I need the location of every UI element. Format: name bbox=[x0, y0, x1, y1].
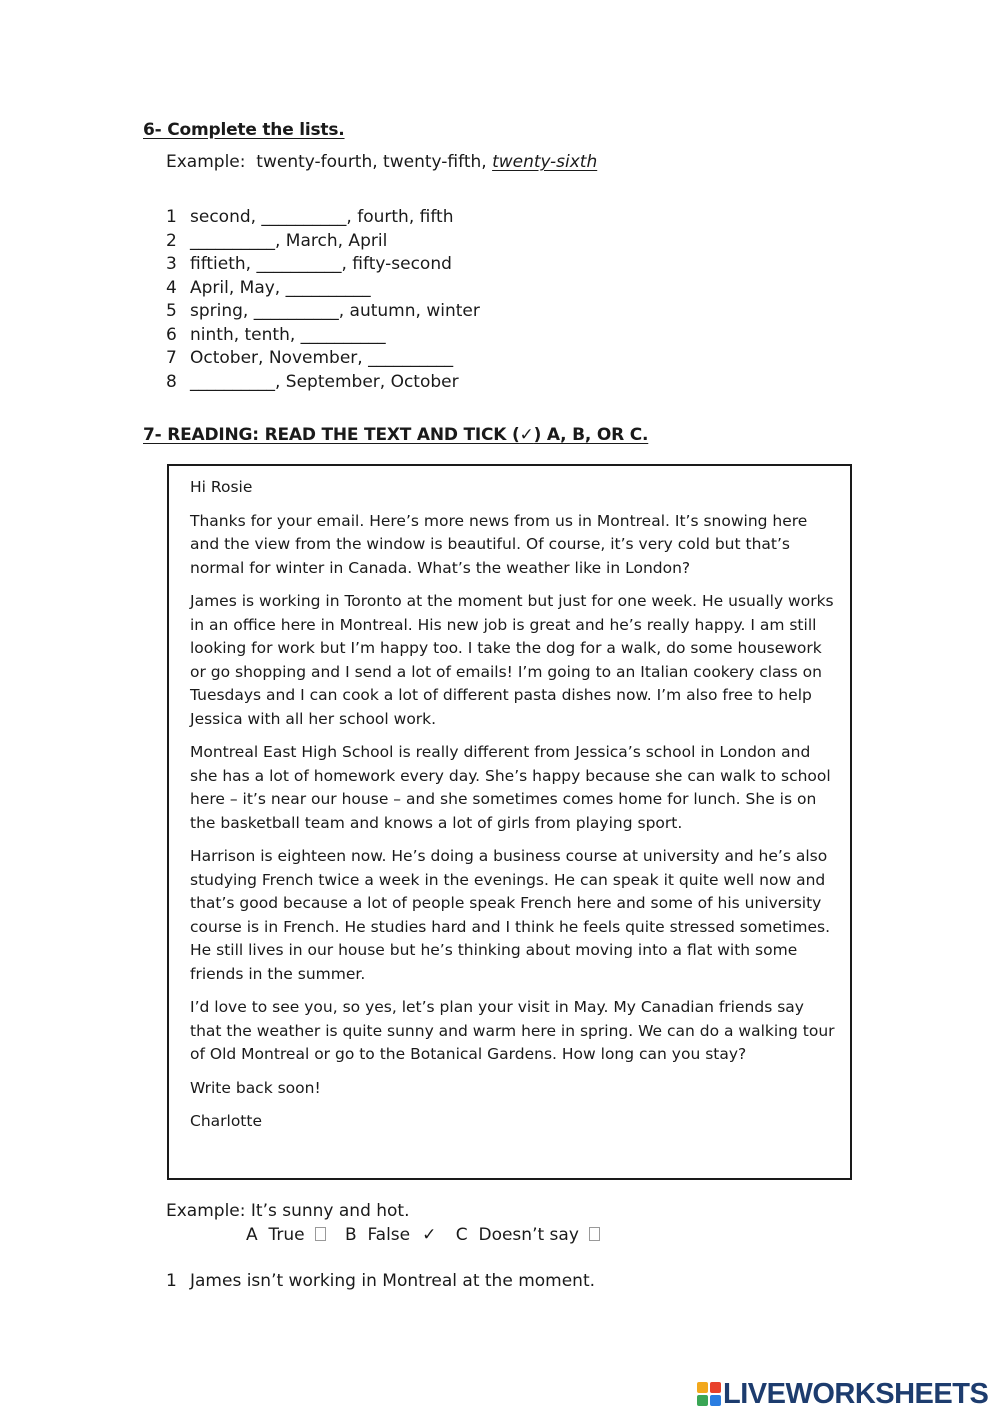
list-item bbox=[166, 371, 480, 395]
question-number: 1 bbox=[166, 1271, 177, 1291]
letter-closing: Write back soon! bbox=[190, 1078, 321, 1097]
section-6-example bbox=[166, 152, 597, 172]
option-label: Doesn’t say bbox=[478, 1225, 579, 1245]
letter-paragraph-3: Montreal East High School is really different from Jessica’s school in London and she has a lot of homework every day. She’s happy because she can walk to school here – it’s near our house – and she sometimes comes home for lunch. She is on the basketball team and knows a lot of girls from playing sport. bbox=[190, 743, 831, 832]
letter-signature: Charlotte bbox=[190, 1112, 262, 1130]
list-item-text: __________, March, April bbox=[190, 230, 388, 251]
list-item bbox=[166, 300, 480, 324]
option-label: True bbox=[268, 1225, 305, 1245]
list-item bbox=[166, 206, 480, 230]
list-item-number: 3 bbox=[166, 254, 177, 274]
list-item-text: second, __________, fourth, fifth bbox=[190, 207, 454, 227]
logo-square bbox=[710, 1382, 721, 1393]
list-item-number: 4 bbox=[166, 277, 177, 298]
list-item bbox=[166, 253, 480, 277]
option-b[interactable] bbox=[345, 1225, 436, 1245]
list-item-number: 6 bbox=[166, 324, 177, 345]
email-letter bbox=[190, 476, 835, 1144]
letter-greeting: Hi Rosie bbox=[190, 478, 253, 496]
section-7-title bbox=[143, 425, 648, 445]
list-item bbox=[166, 230, 480, 254]
list-item-text: spring, __________, autumn, winter bbox=[190, 301, 480, 321]
logo-text: LIVEWORKSHEETS bbox=[723, 1377, 989, 1410]
option-letter: B bbox=[344, 1225, 357, 1245]
tick-icon: ✓ bbox=[519, 425, 534, 445]
example-text: twenty-fourth, twenty-fifth, bbox=[256, 152, 487, 172]
option-a[interactable] bbox=[246, 1225, 326, 1245]
list-item-number: 8 bbox=[166, 371, 177, 392]
question-1 bbox=[166, 1271, 595, 1291]
list-item-number: 7 bbox=[166, 348, 177, 368]
list-item-text: ninth, tenth, __________ bbox=[190, 324, 386, 345]
list-item bbox=[166, 347, 480, 371]
liveworksheets-logo bbox=[697, 1378, 988, 1410]
option-c[interactable] bbox=[456, 1225, 600, 1245]
logo-square bbox=[697, 1382, 708, 1393]
example-answer: twenty-sixth bbox=[492, 152, 598, 172]
letter-paragraph-2: James is working in Toronto at the moment but just for one week. He usually works in an office here in Montreal. His new job is great and he’s really happy. I am still looking for work but I’m happy too. I take the dog for a walk, do some housework or go shopping and I send a lot of emails! I’m going to an Italian cookery class on Tuesdays and I can cook a lot of different pasta dishes now. I’m also free to help Jessica with all her school work. bbox=[190, 592, 834, 728]
logo-square bbox=[710, 1395, 721, 1406]
list-item bbox=[166, 277, 480, 301]
letter-paragraph-5: I’d love to see you, so yes, let’s plan your visit in May. My Canadian friends say that the weather is quite sunny and warm here in spring. We can do a walking tour of Old Montreal or go to the Botanical Gardens. How long can you stay? bbox=[190, 998, 835, 1063]
letter-paragraph-1: Thanks for your email. Here’s more news from us in Montreal. It’s snowing here and the view from the window is beautiful. Of course, it’s very cold but that’s normal for winter in Canada. What’s the weather like in London? bbox=[190, 511, 808, 577]
option-letter: A bbox=[246, 1225, 258, 1245]
logo-square bbox=[697, 1395, 708, 1406]
completion-list bbox=[166, 206, 480, 394]
tick-icon[interactable]: ✓ bbox=[422, 1225, 437, 1245]
list-item-text: October, November, __________ bbox=[190, 348, 454, 368]
section-7-title-end: ) A, B, OR C. bbox=[533, 425, 649, 445]
option-letter: C bbox=[455, 1225, 468, 1245]
list-item-number: 1 bbox=[166, 207, 177, 227]
example-options bbox=[246, 1225, 614, 1245]
checkbox-icon[interactable] bbox=[315, 1227, 326, 1241]
letter-paragraph-4: Harrison is eighteen now. He’s doing a business course at university and he’s also studying French twice a week in the evenings. He can speak it quite well now and that’s good because a lot of people speak French here and some of his university course is in French. He studies hard and I think he feels quite stressed sometimes. He still lives in our house but he’s thinking about moving into a flat with some friends in the summer. bbox=[190, 847, 830, 983]
example-label: Example: bbox=[166, 152, 246, 172]
checkbox-icon[interactable] bbox=[589, 1227, 600, 1241]
question-text: James isn’t working in Montreal at the moment. bbox=[190, 1271, 596, 1291]
list-item-text: fiftieth, __________, fifty-second bbox=[190, 254, 452, 274]
list-item-text: April, May, __________ bbox=[190, 277, 371, 298]
list-item-number: 5 bbox=[166, 301, 177, 321]
section-7-title-start: 7- READING: READ THE TEXT AND TICK ( bbox=[143, 425, 520, 445]
logo-grid-icon bbox=[697, 1382, 721, 1406]
list-item-text: __________, September, October bbox=[190, 371, 459, 392]
option-label: False bbox=[367, 1225, 411, 1245]
example-question: Example: It’s sunny and hot. bbox=[166, 1201, 410, 1221]
list-item bbox=[166, 324, 480, 348]
section-6-title: 6- Complete the lists. bbox=[143, 120, 345, 140]
list-item-number: 2 bbox=[166, 230, 177, 251]
